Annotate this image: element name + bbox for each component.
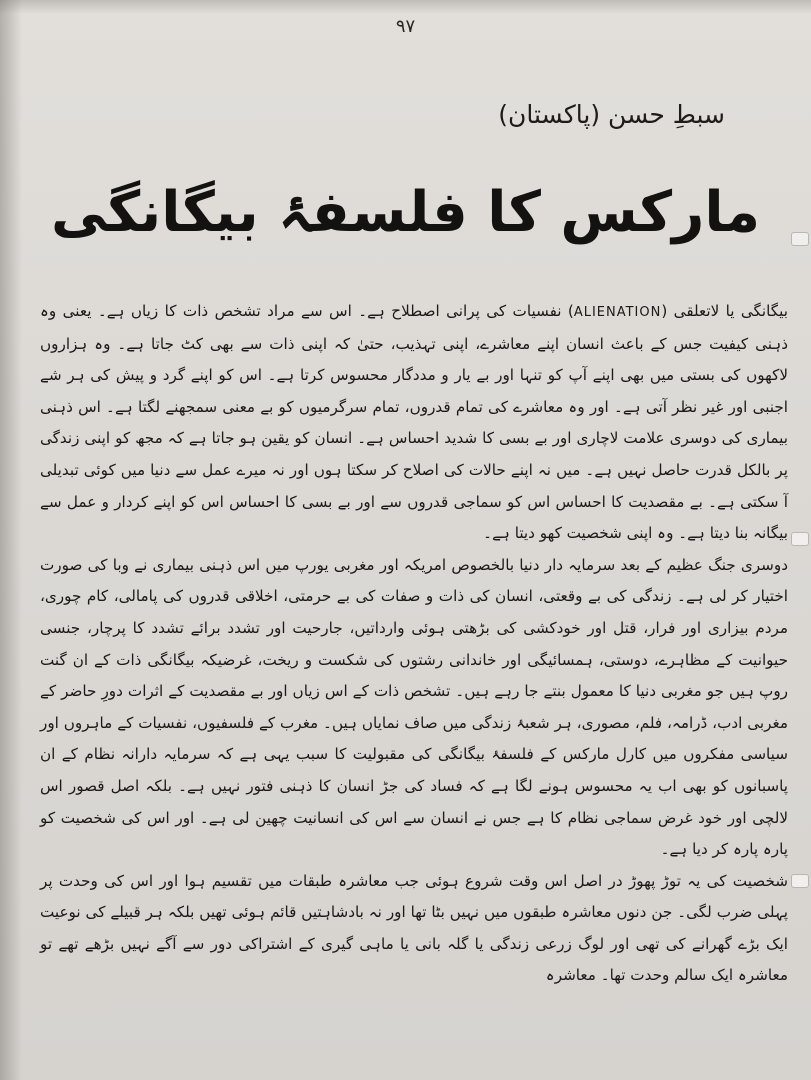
binding-staple-mark bbox=[791, 874, 809, 888]
alienation-term: ALIENATION bbox=[573, 305, 662, 320]
paragraph-1 bbox=[40, 296, 788, 550]
paragraph-1-before: بیگانگی یا لاتعلقی ( bbox=[661, 302, 788, 320]
page-gutter-shadow bbox=[0, 0, 22, 1080]
paragraph-2: دوسری جنگ عظیم کے بعد سرمایہ دار دنیا بالخصوص امریکہ اور مغربی یورپ میں اس ذہنی بیماری نے وبا کی صورت اختیار کر لی ہے۔ زندگی کی بے وقعتی، انسان کی ذات و صفات کی بے حرمتی، اخلاقی قدروں کی پامالی، کام چوری، مردم بیزاری اور فرار، قتل اور خودکشی کی بڑھتی ہوئی وارداتیں، جارحیت اور تشدد برائے تشدد کا پرچار، جنسی حیوانیت کے مظاہرے، دوستی، ہمسائیگی اور خاندانی رشتوں کی شکست و ریخت، غرضیکہ بیگانگی ذات کے ان گنت روپ ہیں جو مغربی دنیا کا معمول بنتے جا رہے ہیں۔ تشخص ذات کے اس زیاں اور بے مقصدیت کے اثرات دورِ حاضر کے مغربی ادب، ڈرامہ، فلم، مصوری، ہر شعبۂ زندگی میں صاف نمایاں ہیں۔ مغرب کے فلسفیوں، نفسیات کے ماہروں اور سیاسی مفکروں میں کارل مارکس کے فلسفۂ بیگانگی کی مقبولیت کا سبب یہی ہے کہ سرمایہ دارانہ نظام کے ان پاسبانوں کو بھی اب یہ محسوس ہونے لگا ہے کہ فساد کی جڑ انسان کا ذہنی فتور نہیں ہے۔ بلکہ اصل قصور اس لالچی اور خود غرض سماجی نظام کا ہے جس نے انسان سے اس کی انسانیت چھین لی ہے۔ اور اس کی شخصیت کو پارہ پارہ کر دیا ہے۔ bbox=[40, 555, 788, 859]
article-title: مارکس کا فلسفۂ بیگانگی bbox=[50, 180, 761, 245]
paragraph-3: شخصیت کی یہ توڑ پھوڑ در اصل اس وقت شروع ہوئی جب معاشرہ طبقات میں تقسیم ہوا اور اس کی وحدت پر پہلی ضرب لگی۔ جن دنوں معاشرہ طبقوں میں نہیں بٹا تھا اور نہ بادشاہتیں قائم ہوئی تھیں بلکہ ہر قبیلے کی نوعیت ایک بڑے گھرانے کی تھی اور لوگ زرعی زندگی یا گلہ بانی یا ماہی گیری کے اشتراکی دور سے آگے نہیں بڑھے تھے تو معاشرہ ایک سالم وحدت تھا۔ معاشرہ bbox=[40, 871, 788, 985]
page-top-shadow bbox=[0, 0, 811, 14]
binding-staple-mark bbox=[791, 232, 809, 246]
article-body bbox=[40, 296, 788, 992]
binding-staple-mark bbox=[791, 532, 809, 546]
page-number: ۹۷ bbox=[395, 16, 416, 37]
paragraph-1-after: ) نفسیات کی پرانی اصطلاح ہے۔ اس سے مراد تشخص ذات کا زیاں ہے۔ یعنی وہ ذہنی کیفیت جس کے باعث انسان اپنے معاشرے، اپنی تہذیب، حتیٰ کہ اپنی ذات سے بھی کٹ جاتا ہے۔ وہ ہزاروں لاکھوں کی بستی میں بھی اپنے آپ کو تنہا اور بے یار و مددگار محسوس کرتا ہے۔ اس کو اپنے گرد و پیش کی ہر شے اجنبی اور غیر نظر آتی ہے۔ اور وہ معاشرے کی تمام قدروں، تمام سرگرمیوں کو بے معنی سمجھنے لگتا ہے۔ اس ذہنی بیماری کی دوسری علامت لاچاری اور بے بسی کا شدید احساس ہے۔ انسان کو یقین ہو جاتا ہے کہ مجھ کو اپنی زندگی پر بالکل قدرت حاصل نہیں ہے۔ میں نہ اپنے حالات کی اصلاح کر سکتا ہوں اور نہ میرے عمل سے دنیا میں کوئی تبدیلی آ سکتی ہے۔ بے مقصدیت کا احساس اس کو سماجی قدروں سے اور بے بسی کا احساس اس کو اپنے کردار و عمل سے بیگانہ بنا دیتا ہے۔ وہ اپنی شخصیت کھو دیتا ہے۔ bbox=[40, 302, 788, 543]
author-byline: سبطِ حسن (پاکستان) bbox=[498, 100, 725, 129]
